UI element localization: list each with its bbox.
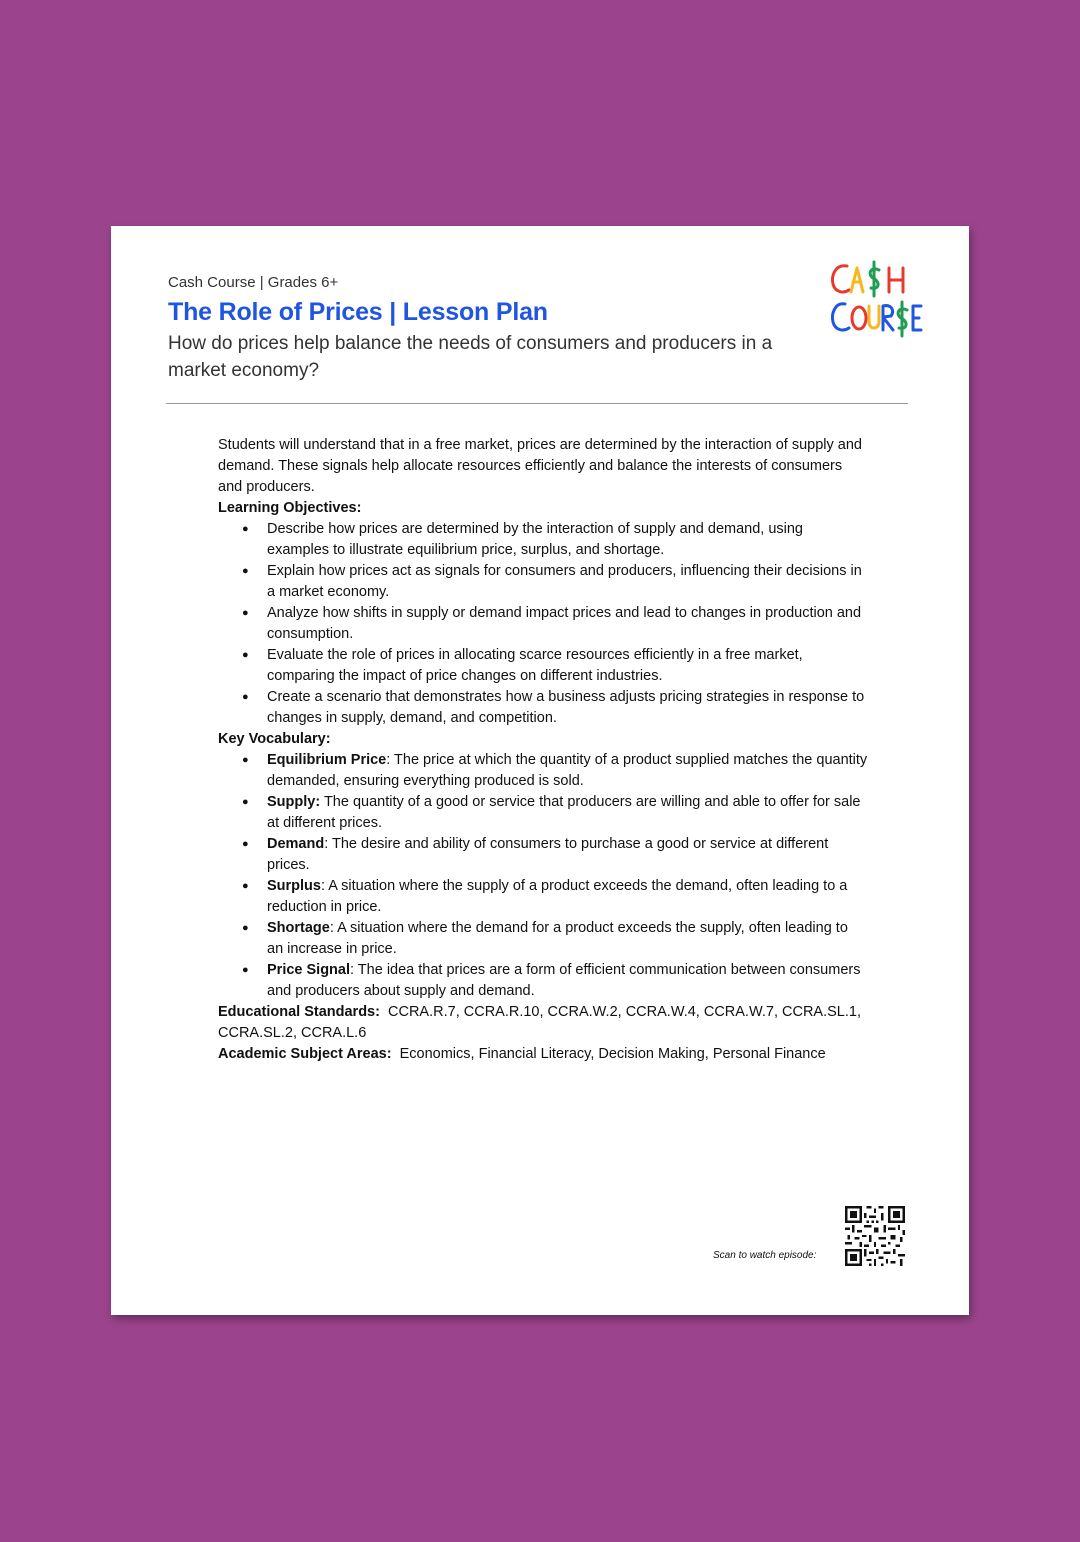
vocab-definition: : A situation where the supply of a product exceeds the demand, often leading to a reduction in price. [267,878,848,915]
objective-item: ● Describe how prices are determined by the interaction of supply and demand, using examples to illustrate equilibrium price, surplus, and shortage. [267,519,868,561]
key-vocabulary-heading: Key Vocabulary: [218,731,331,747]
course-kicker: Cash Course | Grades 6+ [168,274,339,291]
vocab-term: Surplus [267,878,321,894]
objective-item: ● Evaluate the role of prices in allocating scarce resources efficiently in a free market, comparing the impact of price changes on different industries. [267,645,868,687]
vocab-term: Demand [267,836,325,852]
vocab-definition: : The idea that prices are a form of efficient communication between consumers and producers about supply and demand. [267,962,861,999]
vocab-term: Price Signal [267,962,351,978]
standards-label: Educational Standards: [218,1004,380,1020]
standards-value: CCRA.R.7, CCRA.R.10, CCRA.W.2, CCRA.W.4, CCRA.W.7, CCRA.SL.1, CCRA.SL.2, CCRA.L.6 [218,1004,861,1041]
vocab-term: Supply: [267,794,321,810]
vocab-term: Shortage [267,920,330,936]
page-title: The Role of Prices | Lesson Plan [168,298,548,326]
scan-label: Scan to watch episode: [713,1250,817,1261]
qr-code-icon[interactable] [845,1206,905,1266]
vocab-definition: : The desire and ability of consumers to purchase a good or service at different prices. [267,836,829,873]
header-divider [166,403,908,404]
vocab-definition: : The price at which the quantity of a product supplied matches the quantity demanded, ensuring everything produced is sold. [267,752,868,789]
intro-paragraph: Students will understand that in a free market, prices are determined by the interaction of supply and demand. These signals help allocate resources efficiently and balance the interests of consumers and producers. [218,437,862,495]
objective-item: ● Create a scenario that demonstrates how a business adjusts pricing strategies in response to changes in supply, demand, and competition. [267,687,868,729]
lesson-plan-page [111,226,969,1315]
cash-course-logo-icon [827,256,923,340]
objective-item: ● Explain how prices act as signals for consumers and producers, influencing their decisions in a market economy. [267,561,868,603]
key-vocabulary-list [218,750,868,1002]
learning-objectives-heading: Learning Objectives: [218,500,362,516]
vocab-item [267,750,868,792]
learning-objectives-list [218,519,868,729]
objective-item: ● Analyze how shifts in supply or demand impact prices and lead to changes in production and consumption. [267,603,868,645]
lesson-body [218,435,868,1065]
vocab-term: Equilibrium Price [267,752,387,768]
subjects-label: Academic Subject Areas: [218,1046,392,1062]
vocab-definition: : A situation where the demand for a product exceeds the supply, often leading to an increase in price. [267,920,848,957]
page-subtitle: How do prices help balance the needs of consumers and producers in a market economy? [168,333,773,381]
vocab-item [267,960,868,1002]
vocab-item [267,834,868,876]
vocab-definition: The quantity of a good or service that producers are willing and able to offer for sale at different prices. [267,794,861,831]
subjects-value: Economics, Financial Literacy, Decision Making, Personal Finance [399,1046,826,1062]
vocab-item [267,876,868,918]
vocab-item [267,792,868,834]
vocab-item [267,918,868,960]
header [168,274,808,384]
academic-subject-areas [218,1044,868,1065]
educational-standards [218,1002,868,1044]
